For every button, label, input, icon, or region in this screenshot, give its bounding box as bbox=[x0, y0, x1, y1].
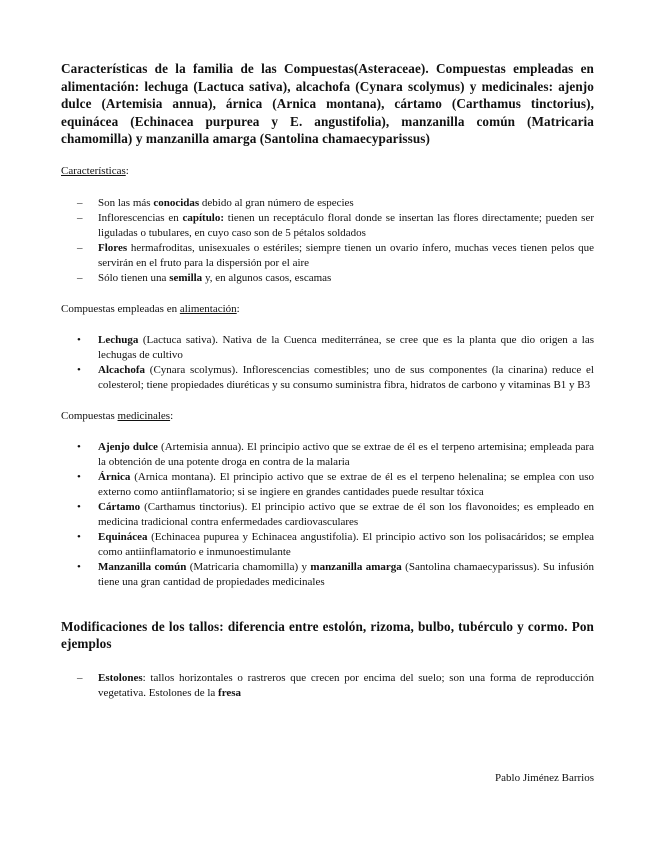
bullet-marker: • bbox=[77, 363, 81, 376]
list-item: • Lechuga (Lactuca sativa). Nativa de la Cuenca mediterránea, se cree que es la planta que dio origen a las lechugas de cultivo bbox=[77, 333, 594, 361]
alimentacion-list bbox=[61, 333, 594, 393]
bullet-marker: • bbox=[77, 440, 81, 453]
section-title-tallos: Modificaciones de los tallos: diferencia entre estolón, rizoma, bulbo, tubérculo y cormo. Pon ejemplos bbox=[61, 618, 594, 651]
author-footer: Pablo Jiménez Barrios bbox=[495, 772, 594, 784]
alimentacion-label: Compuestas empleadas en alimentación: bbox=[61, 302, 240, 315]
medicinales-list bbox=[61, 440, 594, 590]
dash-marker: – bbox=[77, 241, 83, 254]
bullet-marker: • bbox=[77, 530, 81, 543]
caracteristicas-label: Características: bbox=[61, 164, 129, 177]
document-page bbox=[61, 60, 594, 701]
bullet-marker: • bbox=[77, 470, 81, 483]
dash-marker: – bbox=[77, 211, 83, 224]
list-item: – Sólo tienen una semilla y, en algunos casos, escamas bbox=[77, 271, 332, 284]
dash-marker: – bbox=[77, 671, 83, 684]
list-item: • Equinácea (Echinacea pupurea y Echinacea angustifolia). El principio activo son los polisacáridos; se emplea como antiinflamatorio e inmunoestimulante bbox=[77, 530, 594, 558]
dash-marker: – bbox=[77, 271, 83, 284]
bullet-marker: • bbox=[77, 333, 81, 346]
list-item: • Cártamo (Carthamus tinctorius). El principio activo que se extrae de él son los flavonoides; es empleado en medicina tradicional contra enfermedades cardiovasculares bbox=[77, 500, 594, 528]
dash-marker: – bbox=[77, 196, 83, 209]
list-item: • Manzanilla común (Matricaria chamomilla) y manzanilla amarga (Santolina chamaecyparissus). Su infusión tiene una gran cantidad de propiedades medicinales bbox=[77, 560, 594, 588]
list-item: – Estolones: tallos horizontales o rastreros que crecen por encima del suelo; son una forma de reproducción vegetativa. Estolones de la fresa bbox=[77, 671, 594, 699]
caracteristicas-list bbox=[61, 196, 594, 286]
tallos-list bbox=[61, 671, 594, 701]
list-item: – Flores hermafroditas, unisexuales o estériles; siempre tienen un ovario ínfero, muchas veces tienen pelos que servirán en el fruto para la dispersión por el aire bbox=[77, 241, 594, 269]
list-item: • Ajenjo dulce (Artemisia annua). El principio activo que se extrae de él es el terpeno artemisina; empleada para la obtención de una potente droga en contra de la malaria bbox=[77, 440, 595, 468]
bullet-marker: • bbox=[77, 560, 81, 573]
section-title-compuestas: Características de la familia de las Compuestas(Asteraceae). Compuestas empleadas en alimentación: lechuga (Lactuca sativa), alcachofa (Cynara scolymus) y medicinales: ajenjo dulce (Artemisia annua), árnica (Arnica montana), cártamo (Carthamus tinctorius), equinácea (Echinacea purpurea y E. angustifolia), manzanilla común (Matricaria chamomilla) y manzanilla amarga (Santolina chamaecyparissus) bbox=[61, 61, 594, 146]
list-item: • Alcachofa (Cynara scolymus). Inflorescencias comestibles; uno de sus componentes (la cinarina) reduce el colesterol; tiene propiedades diuréticas y su consumo suministra fibra, hidratos de carbono y vitaminas B1 y B3 bbox=[77, 363, 594, 391]
bullet-marker: • bbox=[77, 500, 81, 513]
list-item: – Son las más conocidas debido al gran número de especies bbox=[77, 196, 354, 209]
list-item: • Árnica (Arnica montana). El principio activo que se extrae de él es el terpeno helenalina; se emplea con uso externo como antiinflamatorio; si se ingiere en grandes cantidades puede resultar tóxica bbox=[77, 470, 594, 498]
medicinales-label: Compuestas medicinales: bbox=[61, 409, 174, 422]
list-item: – Inflorescencias en capítulo: tienen un receptáculo floral donde se insertan las flores directamente; pueden ser liguladas o tubulares, en cuyo caso son de 5 pétalos soldados bbox=[77, 211, 594, 239]
